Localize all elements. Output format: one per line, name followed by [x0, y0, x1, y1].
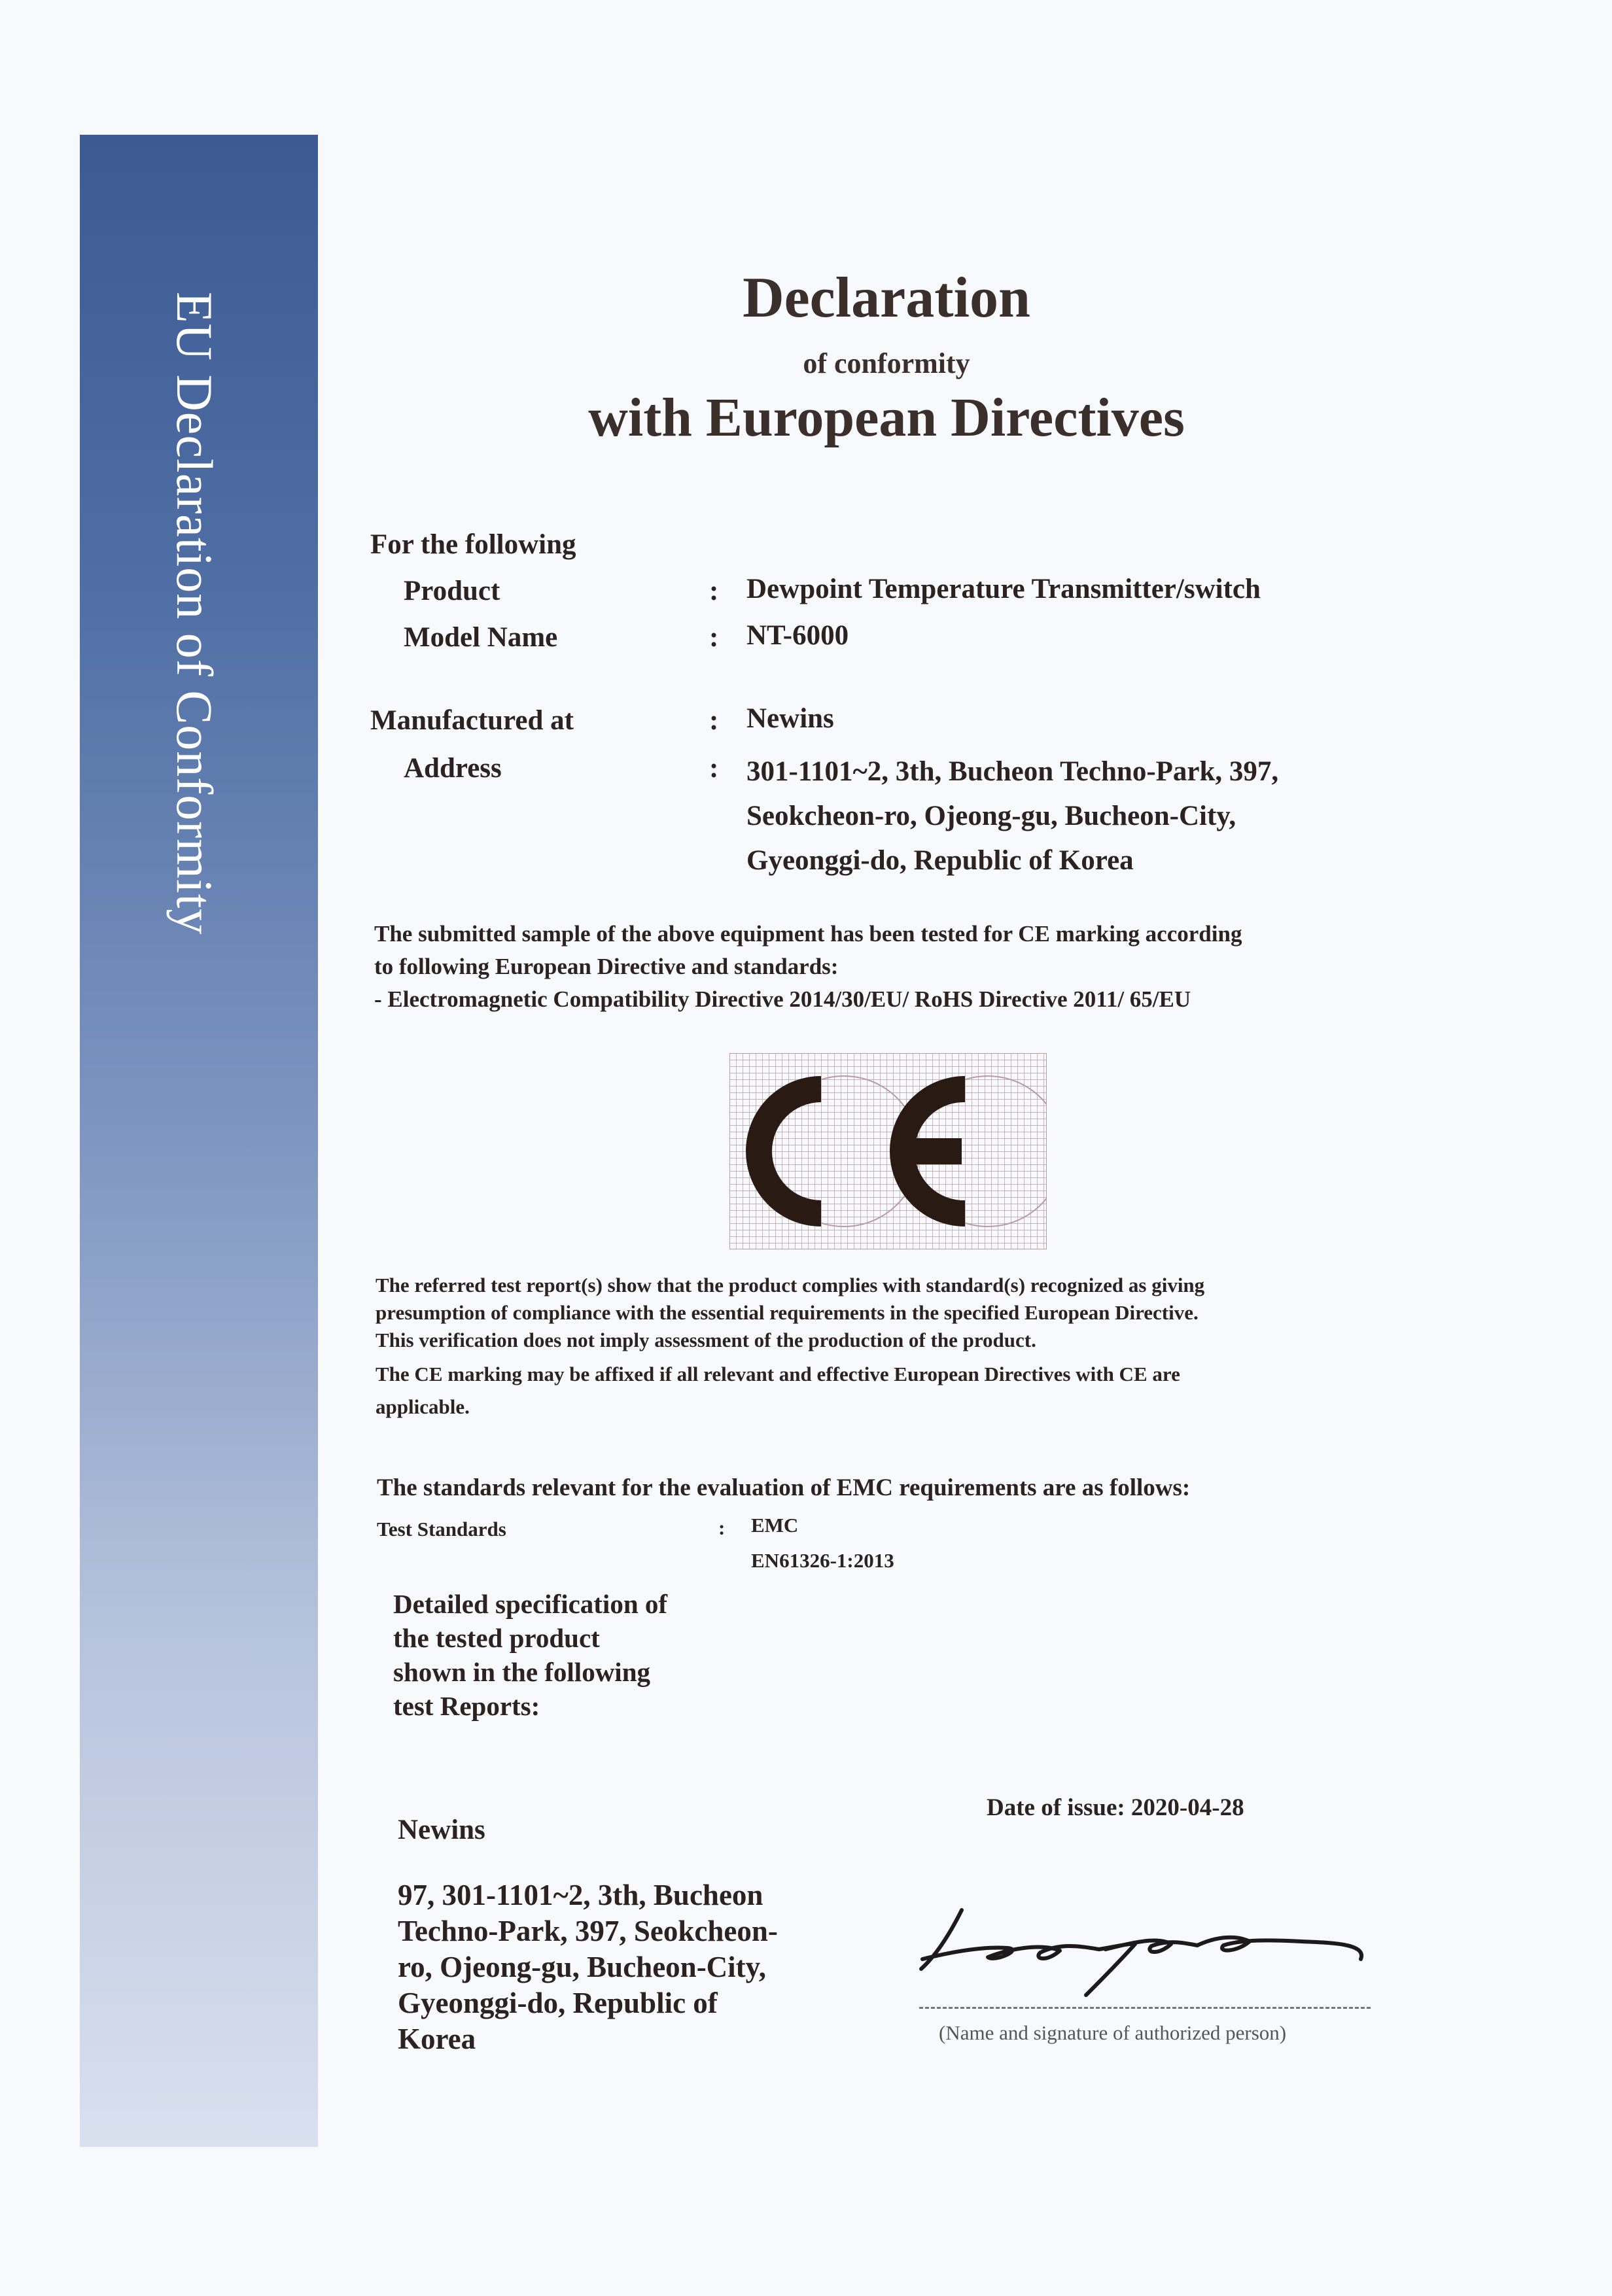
standard-value: EMC: [751, 1514, 799, 1537]
colon: :: [718, 1516, 726, 1539]
standards-intro: The standards relevant for the evaluation of EMC requirements are as follows:: [377, 1474, 1191, 1501]
manufactured-label: Manufactured at: [370, 705, 574, 736]
referred-line: applicable.: [376, 1395, 470, 1418]
address-line: Gyeonggi-do, Republic of Korea: [746, 845, 1134, 876]
detailed-line: the tested product: [393, 1623, 600, 1653]
doc-subtitle: of conformity: [803, 347, 970, 379]
submitted-paragraph: [374, 918, 1395, 1016]
submitted-line: to following European Directive and standards:: [374, 954, 839, 979]
referred-line: The referred test report(s) show that the product complies with standard(s) recognized as giving: [376, 1274, 1205, 1296]
detailed-line: shown in the following: [393, 1657, 651, 1687]
address-line: 301-1101~2, 3th, Bucheon Techno-Park, 397,: [746, 756, 1279, 787]
colon: :: [709, 753, 719, 784]
colon: :: [709, 705, 719, 736]
footer-company: Newins: [398, 1815, 485, 1845]
detailed-line: Detailed specification of: [393, 1589, 668, 1619]
ce-mark: [729, 1053, 1047, 1249]
referred-line: presumption of compliance with the essential requirements in the specified European Directive.: [376, 1301, 1199, 1324]
product-label: Product: [404, 576, 500, 606]
footer-address: [398, 1877, 778, 2057]
doc-title: Declaration: [743, 266, 1030, 330]
footer-address-line: ro, Ojeong-gu, Bucheon-City,: [398, 1951, 766, 1983]
signature-caption: (Name and signature of authorized person): [939, 2021, 1287, 2044]
test-standards-label: Test Standards: [377, 1518, 506, 1540]
manufactured-value: Newins: [746, 703, 834, 734]
standard-value: EN61326-1:2013: [751, 1549, 894, 1572]
model-label: Model Name: [404, 622, 558, 653]
detailed-line: test Reports:: [393, 1691, 540, 1721]
colon: :: [709, 622, 719, 653]
submitted-line: - Electromagnetic Compatibility Directive 2014/30/EU/ RoHS Directive 2011/ 65/EU: [374, 986, 1191, 1012]
ce-mark-graphic: [729, 1053, 1047, 1249]
footer-address-line: Gyeonggi-do, Republic of: [398, 1987, 718, 2019]
doc-title-2: with European Directives: [588, 387, 1185, 448]
referred-line: This verification does not imply assessment of the production of the product.: [376, 1329, 1036, 1351]
submitted-line: The submitted sample of the above equipment has been tested for CE marking according: [374, 921, 1242, 947]
address-line: Seokcheon-ro, Ojeong-gu, Bucheon-City,: [746, 801, 1236, 831]
ce-grid: [729, 1053, 1047, 1249]
date-of-issue: Date of issue: 2020-04-28: [987, 1794, 1244, 1821]
footer-address-line: Techno-Park, 397, Seokcheon-: [398, 1915, 778, 1947]
colon: :: [709, 576, 719, 606]
detailed-spec: [393, 1587, 667, 1723]
referred-paragraph: [376, 1272, 1396, 1421]
product-value: Dewpoint Temperature Transmitter/switch: [746, 574, 1261, 604]
signature-graphic: [909, 1897, 1380, 2002]
footer-address-line: Korea: [398, 2023, 476, 2055]
referred-line: The CE marking may be affixed if all relevant and effective European Directives with CE are: [376, 1363, 1180, 1385]
signature: [909, 1897, 1380, 2002]
address-value: [746, 750, 1278, 883]
signature-line: [919, 2007, 1371, 2009]
model-value: NT-6000: [746, 620, 849, 651]
address-label: Address: [404, 753, 502, 784]
sidebar-vertical-title: EU Declaration of Conformity: [166, 292, 223, 935]
for-following-label: For the following: [370, 529, 576, 560]
signature-stroke: [921, 1910, 1361, 1995]
footer-address-line: 97, 301-1101~2, 3th, Bucheon: [398, 1879, 763, 1911]
